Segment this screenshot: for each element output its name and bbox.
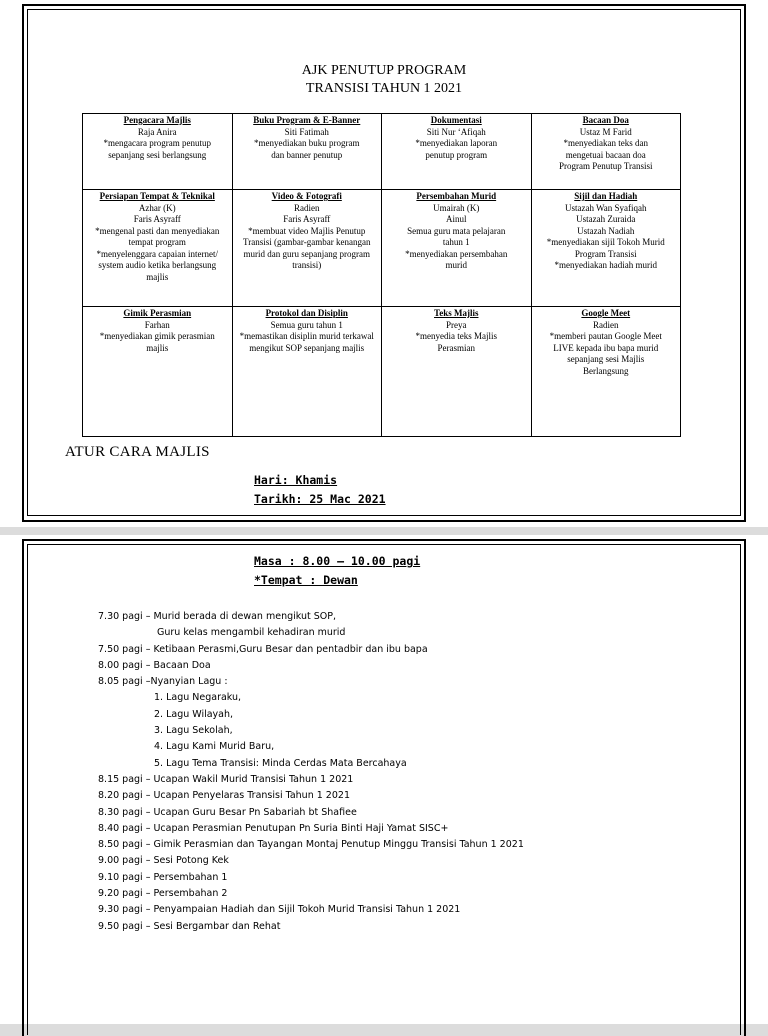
committee-detail: *menyediakan sijil Tokoh Murid: [546, 237, 665, 247]
committee-detail: sepanjang sesi Majlis: [567, 354, 645, 364]
committee-detail: *menyediakan hadiah murid: [554, 260, 657, 270]
committee-detail: Faris Asyraff: [133, 214, 181, 224]
committee-detail: dan banner penutup: [271, 149, 343, 160]
committee-detail: Transisi (gambar-gambar kenangan: [243, 237, 371, 247]
committee-role: Gimik Perasmian: [123, 308, 192, 318]
committee-detail: *menyediakan teks dan: [563, 138, 648, 148]
schedule-item: 9.30 pagi – Penyampaian Hadiah dan Sijil Tokoh Murid Transisi Tahun 1 2021: [98, 904, 461, 916]
committee-detail: Radien: [294, 202, 320, 213]
committee-role: Dokumentasi: [430, 115, 482, 125]
committee-detail: *memberi pautan Google Meet: [549, 331, 662, 341]
committee-detail: *menyelenggara capaian internet/: [96, 248, 218, 259]
document-title: AJK PENUTUP PROGRAM: [301, 63, 467, 78]
committee-detail: *menyediakan laporan: [415, 138, 498, 148]
committee-role: Sijil dan Hadiah: [574, 191, 638, 201]
document-subtitle: TRANSISI TAHUN 1 2021: [305, 81, 463, 96]
committee-cell: [83, 307, 233, 437]
committee-detail: Preya: [446, 319, 467, 330]
schedule-item: 9.20 pagi – Persembahan 2: [98, 888, 228, 900]
committee-row: [83, 307, 681, 437]
committee-detail: Semua guru mata pelajaran: [407, 225, 506, 236]
schedule-item: 8.05 pagi –Nyanyian Lagu :: [98, 676, 228, 688]
committee-detail: *menyediakan persembahan: [405, 248, 508, 259]
committee-detail: Umairah (K): [433, 202, 480, 213]
committee-cell: [531, 190, 681, 307]
committee-detail: *mengenal pasti dan menyediakan: [95, 225, 220, 236]
committee-cell: [232, 114, 382, 190]
schedule-item: 4. Lagu Kami Murid Baru,: [154, 741, 275, 753]
masa-label: Masa : 8.00 – 10.00 pagi: [254, 554, 421, 568]
committee-cell: [232, 307, 382, 437]
committee-role: Buku Program & E-Banner: [253, 115, 361, 125]
committee-role: Teks Majlis: [434, 308, 479, 318]
committee-detail: majlis: [146, 271, 169, 282]
schedule-item: 2. Lagu Wilayah,: [154, 708, 234, 720]
schedule-item: 8.50 pagi – Gimik Perasmian dan Tayangan Montaj Penutup Minggu Transisi Tahun 1 2021: [98, 839, 524, 851]
committee-detail: penutup program: [425, 149, 488, 160]
committee-detail: Perasmian: [437, 342, 475, 353]
tempat-label: *Tempat : Dewan: [254, 573, 358, 587]
schedule-list: [98, 609, 524, 935]
committee-detail: Radien: [593, 319, 619, 330]
committee-detail: Ustaz M Farid: [579, 126, 632, 137]
committee-detail: system audio ketika berlangsung: [98, 260, 217, 270]
committee-detail: *menyedia teks Majlis: [415, 331, 497, 341]
committee-cell: [382, 190, 532, 307]
atur-cara-heading: ATUR CARA MAJLIS: [65, 444, 210, 460]
committee-detail: Berlangsung: [583, 365, 629, 376]
committee-detail: Ainul: [445, 214, 467, 224]
committee-detail: mengikut SOP sepanjang majlis: [249, 342, 365, 353]
committee-role: Video & Fotografi: [271, 191, 342, 201]
committee-detail: murid: [445, 260, 467, 270]
committee-detail: *memastikan disiplin murid terkawal: [239, 331, 374, 341]
committee-detail: Program Transisi: [574, 248, 637, 259]
committee-cell: [83, 190, 233, 307]
committee-role: Google Meet: [581, 308, 631, 318]
hari-label: Hari: Khamis: [254, 473, 338, 487]
committee-cell: [531, 114, 681, 190]
committee-detail: Ustazah Nadiah: [577, 225, 635, 236]
schedule-item: 8.15 pagi – Ucapan Wakil Murid Transisi Tahun 1 2021: [98, 773, 354, 785]
committee-detail: Faris Asyraff: [283, 214, 331, 224]
committee-detail: Siti Nur ‘Afiqah: [426, 126, 486, 137]
committee-cell: [83, 114, 233, 190]
committee-detail: mengetuai bacaan doa: [565, 149, 646, 160]
schedule-item: 8.40 pagi – Ucapan Perasmian Penutupan Pn Suria Binti Haji Yamat SISC+: [98, 822, 449, 834]
schedule-item: 8.00 pagi – Bacaan Doa: [98, 659, 211, 671]
schedule-item: 8.20 pagi – Ucapan Penyelaras Transisi Tahun 1 2021: [98, 790, 350, 802]
committee-detail: Semua guru tahun 1: [270, 319, 343, 330]
committee-detail: sepanjang sesi berlangsung: [108, 149, 207, 160]
committee-role: Protokol dan Disiplin: [265, 308, 348, 318]
committee-detail: majlis: [146, 342, 169, 353]
committee-row: [83, 190, 681, 307]
committee-detail: Program Penutup Transisi: [558, 161, 653, 171]
committee-cell: [232, 190, 382, 307]
schedule-item: 8.30 pagi – Ucapan Guru Besar Pn Sabariah bt Shafiee: [98, 806, 357, 818]
committee-role: Persembahan Murid: [416, 191, 497, 201]
schedule-item: 7.30 pagi – Murid berada di dewan mengikut SOP,: [98, 611, 336, 622]
committee-table: [82, 113, 681, 437]
committee-detail: *menyediakan gimik perasmian: [99, 331, 215, 341]
committee-detail: Siti Fatimah: [284, 126, 329, 137]
schedule-item: 1. Lagu Negaraku,: [154, 692, 242, 704]
committee-detail: murid dan guru sepanjang program: [243, 248, 370, 259]
committee-row: [83, 114, 681, 190]
committee-detail: tahun 1: [442, 237, 470, 247]
committee-detail: LIVE kepada ibu bapa murid: [553, 342, 659, 353]
schedule-item: 3. Lagu Sekolah,: [154, 725, 233, 737]
committee-detail: Ustazah Wan Syafiqah: [564, 202, 647, 213]
schedule-item: 9.10 pagi – Persembahan 1: [98, 871, 228, 883]
committee-detail: Farhan: [144, 319, 170, 330]
committee-detail: *membuat video Majlis Penutup: [248, 225, 366, 236]
schedule-item: 7.50 pagi – Ketibaan Perasmi,Guru Besar dan pentadbir dan ibu bapa: [98, 643, 428, 655]
tarikh-label: Tarikh: 25 Mac 2021: [254, 492, 386, 506]
schedule-item: Guru kelas mengambil kehadiran murid: [157, 627, 346, 639]
committee-detail: Raja Anira: [137, 126, 177, 137]
committee-role: Bacaan Doa: [582, 115, 629, 125]
schedule-item: 9.00 pagi – Sesi Potong Kek: [98, 855, 229, 867]
committee-role: Pengacara Majlis: [123, 115, 191, 125]
committee-cell: [531, 307, 681, 437]
committee-role: Persiapan Tempat & Teknikal: [99, 191, 215, 201]
committee-cell: [382, 307, 532, 437]
committee-detail: Azhar (K): [138, 202, 176, 213]
committee-detail: *menyediakan buku program: [254, 138, 360, 148]
committee-detail: *mengacara program penutup: [103, 138, 211, 148]
schedule-item: 9.50 pagi – Sesi Bergambar dan Rehat: [98, 920, 281, 932]
committee-detail: Ustazah Zuraida: [576, 214, 636, 224]
schedule-item: 5. Lagu Tema Transisi: Minda Cerdas Mata Bercahaya: [154, 757, 407, 769]
committee-cell: [382, 114, 532, 190]
committee-detail: tempat program: [128, 237, 186, 247]
committee-detail: transisi): [292, 260, 322, 270]
